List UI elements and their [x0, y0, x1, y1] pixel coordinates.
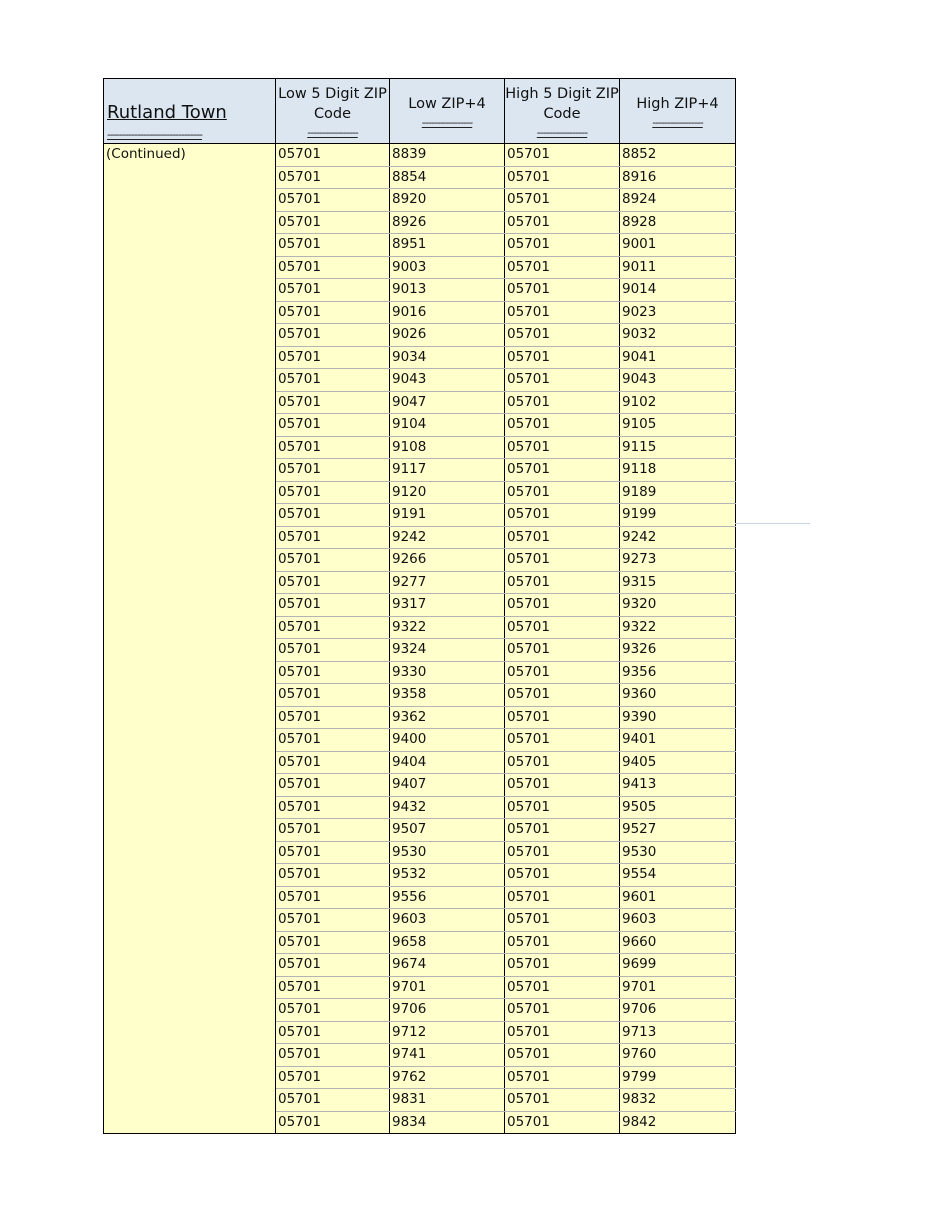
low-zip4-cell: 9108 — [390, 436, 505, 459]
low-zip4-cell: 8839 — [390, 144, 505, 167]
low-zip4-cell: 9556 — [390, 886, 505, 909]
high-5-digit-cell: 05701 — [505, 796, 620, 819]
low-zip4-cell: 9016 — [390, 301, 505, 324]
high-zip4-cell: 9530 — [620, 841, 736, 864]
stray-gridline — [735, 523, 810, 524]
high-zip4-cell: 9011 — [620, 256, 736, 279]
high-zip4-cell: 9760 — [620, 1044, 736, 1067]
high-zip4-cell: 9832 — [620, 1089, 736, 1112]
low-5-digit-cell: 05701 — [276, 256, 390, 279]
high-5-digit-cell: 05701 — [505, 706, 620, 729]
low-zip4-cell: 9330 — [390, 661, 505, 684]
low-zip4-label: Low ZIP+4 — [408, 96, 486, 112]
low-5-digit-cell: 05701 — [276, 301, 390, 324]
low-zip4-cell: 9762 — [390, 1066, 505, 1089]
low-5-digit-cell: 05701 — [276, 1044, 390, 1067]
low-5-digit-cell: 05701 — [276, 166, 390, 189]
high-5-digit-cell: 05701 — [505, 1044, 620, 1067]
high-5-digit-cell: 05701 — [505, 909, 620, 932]
low-zip4-cell: 9322 — [390, 616, 505, 639]
low-zip4-cell: 8951 — [390, 234, 505, 257]
low-5-digit-cell: 05701 — [276, 886, 390, 909]
high-zip4-cell: 9842 — [620, 1111, 736, 1134]
low-zip4-cell: 9831 — [390, 1089, 505, 1112]
high-zip4-label: High ZIP+4 — [636, 96, 719, 112]
high-5-digit-cell: 05701 — [505, 234, 620, 257]
high-zip4-cell: 9405 — [620, 751, 736, 774]
low-5-digit-cell: 05701 — [276, 864, 390, 887]
high-zip4-cell: 9242 — [620, 526, 736, 549]
low-5-digit-cell: 05701 — [276, 931, 390, 954]
low-5-digit-cell: 05701 — [276, 346, 390, 369]
low-5-digit-cell: 05701 — [276, 549, 390, 572]
high-5-digit-cell: 05701 — [505, 459, 620, 482]
high-zip4-cell: 9699 — [620, 954, 736, 977]
low-5-digit-cell: 05701 — [276, 751, 390, 774]
low-5-digit-cell: 05701 — [276, 616, 390, 639]
table-body — [104, 144, 736, 1134]
high-5-digit-cell: 05701 — [505, 279, 620, 302]
low-5-digit-cell: 05701 — [276, 774, 390, 797]
low-zip4-cell: 9741 — [390, 1044, 505, 1067]
low-5-digit-cell: 05701 — [276, 976, 390, 999]
high-zip4-cell: 9032 — [620, 324, 736, 347]
low-zip4-header — [390, 79, 505, 144]
low-zip4-cell: 9530 — [390, 841, 505, 864]
low-zip4-cell: 8854 — [390, 166, 505, 189]
low-5-digit-cell: 05701 — [276, 819, 390, 842]
low-5-digit-cell: 05701 — [276, 1066, 390, 1089]
high-zip4-cell: 9356 — [620, 661, 736, 684]
low-zip4-cell: 9266 — [390, 549, 505, 572]
high-zip4-cell: 9043 — [620, 369, 736, 392]
high-zip4-cell: 9706 — [620, 999, 736, 1022]
high-zip4-cell: 9115 — [620, 436, 736, 459]
low-zip4-cell: 9362 — [390, 706, 505, 729]
high-5-digit-cell: 05701 — [505, 481, 620, 504]
high-5-digit-cell: 05701 — [505, 774, 620, 797]
high-zip4-cell: 8928 — [620, 211, 736, 234]
high-5-digit-cell: 05701 — [505, 594, 620, 617]
high-5-digit-cell: 05701 — [505, 166, 620, 189]
high-5-digit-cell: 05701 — [505, 504, 620, 527]
high-5-digit-cell: 05701 — [505, 301, 620, 324]
low-5-digit-cell: 05701 — [276, 279, 390, 302]
high-5-digit-cell: 05701 — [505, 324, 620, 347]
high-5-digit-cell: 05701 — [505, 751, 620, 774]
high-zip4-cell: 9315 — [620, 571, 736, 594]
high-5-digit-cell: 05701 — [505, 886, 620, 909]
low-zip4-cell: 9358 — [390, 684, 505, 707]
low-zip4-cell: 9407 — [390, 774, 505, 797]
high-zip4-cell: 9105 — [620, 414, 736, 437]
high-zip4-cell: 9273 — [620, 549, 736, 572]
high-5-digit-cell: 05701 — [505, 999, 620, 1022]
high-zip4-cell: 9118 — [620, 459, 736, 482]
high-5-digit-cell: 05701 — [505, 1111, 620, 1134]
low-zip4-cell: 9507 — [390, 819, 505, 842]
high-zip4-cell: 9023 — [620, 301, 736, 324]
zip-range-sheet — [103, 78, 735, 1134]
high-zip4-cell: 9660 — [620, 931, 736, 954]
low-5-digit-cell: 05701 — [276, 571, 390, 594]
high-zip4-cell: 9701 — [620, 976, 736, 999]
low-5-digit-cell: 05701 — [276, 999, 390, 1022]
town-title: Rutland Town — [107, 102, 227, 123]
low-zip4-cell: 9043 — [390, 369, 505, 392]
high-5-digit-cell: 05701 — [505, 256, 620, 279]
low-zip4-cell: 9834 — [390, 1111, 505, 1134]
high-zip4-cell: 9326 — [620, 639, 736, 662]
high-zip4-header — [620, 79, 736, 144]
high-zip4-cell: 9401 — [620, 729, 736, 752]
low-zip4-cell: 9658 — [390, 931, 505, 954]
high-5-digit-header — [505, 79, 620, 144]
low-5-digit-cell: 05701 — [276, 1089, 390, 1112]
high-zip4-cell: 9322 — [620, 616, 736, 639]
continued-label: (Continued) — [104, 144, 276, 1134]
high-zip4-cell: 9603 — [620, 909, 736, 932]
low-5-digit-cell: 05701 — [276, 504, 390, 527]
high-5-digit-cell: 05701 — [505, 414, 620, 437]
low-5-digit-cell: 05701 — [276, 234, 390, 257]
high-zip4-cell: 8916 — [620, 166, 736, 189]
low-5-digit-label: Low 5 Digit ZIP Code — [278, 86, 387, 122]
low-5-digit-cell: 05701 — [276, 144, 390, 167]
high-5-digit-cell: 05701 — [505, 1066, 620, 1089]
low-zip4-cell: 9706 — [390, 999, 505, 1022]
high-5-digit-cell: 05701 — [505, 571, 620, 594]
high-zip4-cell: 9713 — [620, 1021, 736, 1044]
high-5-digit-cell: 05701 — [505, 819, 620, 842]
high-5-digit-cell: 05701 — [505, 729, 620, 752]
high-zip4-cell: 9102 — [620, 391, 736, 414]
low-zip4-cell: 9034 — [390, 346, 505, 369]
high-5-digit-cell: 05701 — [505, 549, 620, 572]
high-zip4-cell: 9799 — [620, 1066, 736, 1089]
header-underline: ----------------- — [652, 118, 703, 128]
high-zip4-cell: 9189 — [620, 481, 736, 504]
high-5-digit-cell: 05701 — [505, 616, 620, 639]
low-5-digit-cell: 05701 — [276, 729, 390, 752]
high-5-digit-cell: 05701 — [505, 684, 620, 707]
header-underline: ----------------- — [421, 118, 473, 128]
high-5-digit-cell: 05701 — [505, 1089, 620, 1112]
low-5-digit-cell: 05701 — [276, 414, 390, 437]
high-zip4-cell: 9014 — [620, 279, 736, 302]
low-zip4-cell: 9712 — [390, 1021, 505, 1044]
low-zip4-cell: 9674 — [390, 954, 505, 977]
low-5-digit-cell: 05701 — [276, 1021, 390, 1044]
low-zip4-cell: 9404 — [390, 751, 505, 774]
low-zip4-cell: 9117 — [390, 459, 505, 482]
low-5-digit-cell: 05701 — [276, 369, 390, 392]
low-5-digit-cell: 05701 — [276, 841, 390, 864]
high-5-digit-cell: 05701 — [505, 391, 620, 414]
high-5-digit-cell: 05701 — [505, 1021, 620, 1044]
header-row — [104, 79, 736, 144]
low-zip4-cell: 9432 — [390, 796, 505, 819]
low-5-digit-cell: 05701 — [276, 954, 390, 977]
high-zip4-cell: 9390 — [620, 706, 736, 729]
low-5-digit-cell: 05701 — [276, 796, 390, 819]
high-5-digit-cell: 05701 — [505, 931, 620, 954]
low-zip4-cell: 9603 — [390, 909, 505, 932]
high-5-digit-cell: 05701 — [505, 369, 620, 392]
low-5-digit-cell: 05701 — [276, 1111, 390, 1134]
high-5-digit-cell: 05701 — [505, 211, 620, 234]
high-zip4-cell: 9199 — [620, 504, 736, 527]
high-zip4-cell: 9041 — [620, 346, 736, 369]
low-zip4-cell: 9026 — [390, 324, 505, 347]
low-zip4-cell: 9701 — [390, 976, 505, 999]
low-zip4-cell: 8920 — [390, 189, 505, 212]
low-5-digit-cell: 05701 — [276, 189, 390, 212]
high-5-digit-cell: 05701 — [505, 436, 620, 459]
low-zip4-cell: 9242 — [390, 526, 505, 549]
high-zip4-cell: 9413 — [620, 774, 736, 797]
low-5-digit-header — [276, 79, 390, 144]
high-zip4-cell: 9505 — [620, 796, 736, 819]
low-5-digit-cell: 05701 — [276, 211, 390, 234]
low-zip4-cell: 9532 — [390, 864, 505, 887]
high-5-digit-cell: 05701 — [505, 864, 620, 887]
header-underline: ----------------- — [536, 128, 588, 138]
high-5-digit-cell: 05701 — [505, 841, 620, 864]
high-zip4-cell: 9601 — [620, 886, 736, 909]
low-zip4-cell: 9400 — [390, 729, 505, 752]
low-5-digit-cell: 05701 — [276, 436, 390, 459]
high-5-digit-cell: 05701 — [505, 346, 620, 369]
high-5-digit-cell: 05701 — [505, 526, 620, 549]
town-header — [104, 79, 276, 144]
low-5-digit-cell: 05701 — [276, 661, 390, 684]
high-5-digit-cell: 05701 — [505, 639, 620, 662]
low-zip4-cell: 9003 — [390, 256, 505, 279]
high-zip4-cell: 9320 — [620, 594, 736, 617]
low-5-digit-cell: 05701 — [276, 684, 390, 707]
high-zip4-cell: 9360 — [620, 684, 736, 707]
high-5-digit-cell: 05701 — [505, 976, 620, 999]
high-5-digit-cell: 05701 — [505, 189, 620, 212]
low-5-digit-cell: 05701 — [276, 706, 390, 729]
zip-range-table — [103, 78, 736, 1134]
low-5-digit-cell: 05701 — [276, 526, 390, 549]
low-5-digit-cell: 05701 — [276, 391, 390, 414]
low-zip4-cell: 9013 — [390, 279, 505, 302]
high-5-digit-cell: 05701 — [505, 954, 620, 977]
low-5-digit-cell: 05701 — [276, 324, 390, 347]
low-zip4-cell: 9047 — [390, 391, 505, 414]
low-5-digit-cell: 05701 — [276, 639, 390, 662]
low-zip4-cell: 9317 — [390, 594, 505, 617]
town-underline: -------------------------------- — [107, 130, 203, 140]
low-zip4-cell: 9324 — [390, 639, 505, 662]
header-underline: ----------------- — [307, 128, 358, 138]
high-5-digit-cell: 05701 — [505, 661, 620, 684]
low-zip4-cell: 9277 — [390, 571, 505, 594]
low-zip4-cell: 9120 — [390, 481, 505, 504]
low-5-digit-cell: 05701 — [276, 594, 390, 617]
low-5-digit-cell: 05701 — [276, 909, 390, 932]
table-row — [104, 144, 736, 167]
low-5-digit-cell: 05701 — [276, 481, 390, 504]
high-5-digit-cell: 05701 — [505, 144, 620, 167]
high-zip4-cell: 8852 — [620, 144, 736, 167]
high-zip4-cell: 9001 — [620, 234, 736, 257]
high-zip4-cell: 8924 — [620, 189, 736, 212]
high-zip4-cell: 9527 — [620, 819, 736, 842]
low-5-digit-cell: 05701 — [276, 459, 390, 482]
low-zip4-cell: 8926 — [390, 211, 505, 234]
high-5-digit-label: High 5 Digit ZIP Code — [505, 86, 619, 122]
low-zip4-cell: 9104 — [390, 414, 505, 437]
low-zip4-cell: 9191 — [390, 504, 505, 527]
high-zip4-cell: 9554 — [620, 864, 736, 887]
